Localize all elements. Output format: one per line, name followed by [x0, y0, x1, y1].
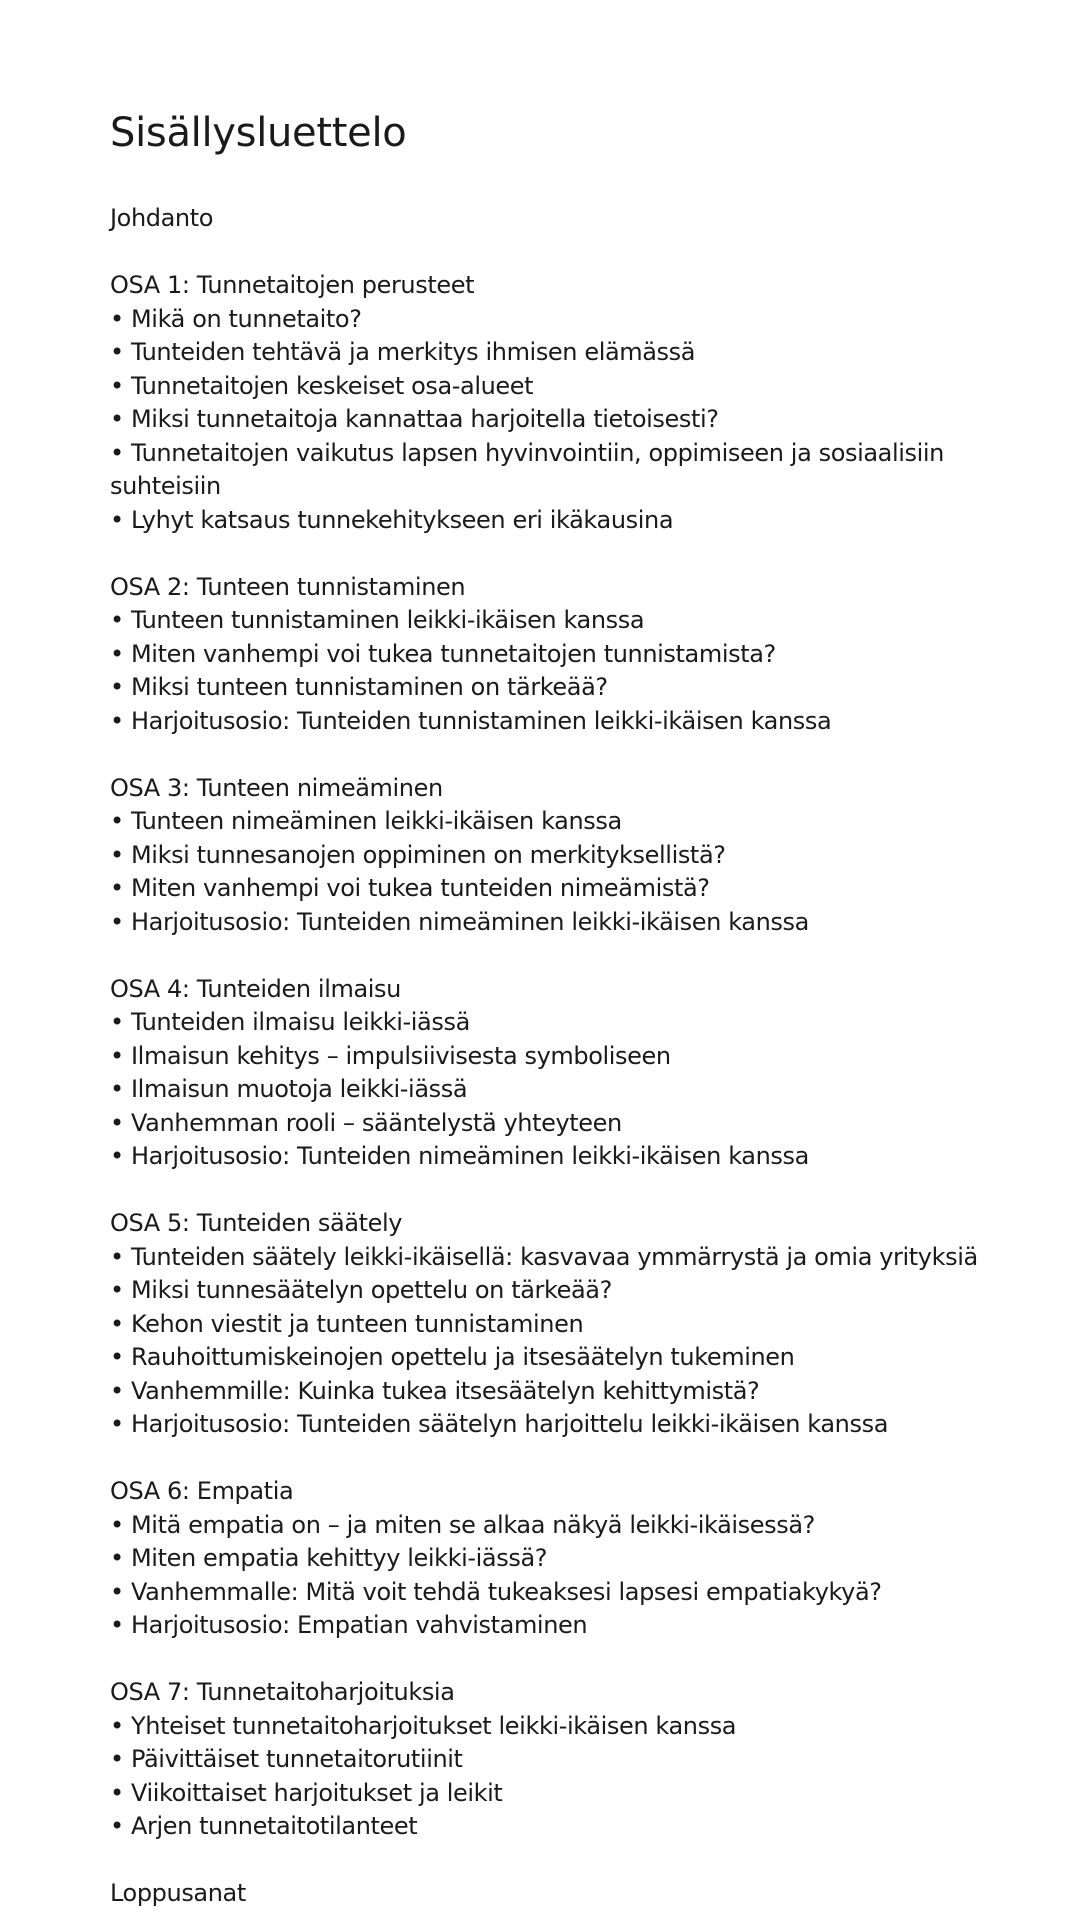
toc-list-item: • Miksi tunnesanojen oppiminen on merkityksellistä?: [110, 839, 990, 873]
section-heading: OSA 6: Empatia: [110, 1477, 294, 1505]
toc-list-item: • Miten vanhempi voi tukea tunnetaitojen tunnistamista?: [110, 638, 990, 672]
toc-section: [110, 1475, 990, 1643]
toc-section: [110, 571, 990, 739]
toc-list-item: • Vanhemmalle: Mitä voit tehdä tukeaksesi lapsesi empatiakykyä?: [110, 1576, 990, 1610]
toc-list-item: • Yhteiset tunnetaitoharjoitukset leikki-ikäisen kanssa: [110, 1710, 990, 1744]
toc-list-item: • Harjoitusosio: Tunteiden nimeäminen leikki-ikäisen kanssa: [110, 1140, 990, 1174]
toc-list-item: • Tunteiden ilmaisu leikki-iässä: [110, 1006, 990, 1040]
toc-outro: Loppusanat: [110, 1879, 246, 1907]
toc-list-item: • Tunteen tunnistaminen leikki-ikäisen kanssa: [110, 604, 990, 638]
section-heading: OSA 7: Tunnetaitoharjoituksia: [110, 1678, 455, 1706]
toc-list-item: • Mikä on tunnetaito?: [110, 303, 990, 337]
toc-list-item: • Ilmaisun kehitys – impulsiivisesta symboliseen: [110, 1040, 990, 1074]
toc-sections: [110, 269, 990, 1844]
section-heading: OSA 5: Tunteiden säätely: [110, 1209, 403, 1237]
toc-list-item: • Miten vanhempi voi tukea tunteiden nimeämistä?: [110, 872, 990, 906]
toc-list-item: • Päivittäiset tunnetaitorutiinit: [110, 1743, 990, 1777]
toc-list-item: • Harjoitusosio: Empatian vahvistaminen: [110, 1609, 990, 1643]
section-heading: OSA 1: Tunnetaitojen perusteet: [110, 271, 475, 299]
toc-section: [110, 772, 990, 940]
toc-list-item: • Ilmaisun muotoja leikki-iässä: [110, 1073, 990, 1107]
section-heading: OSA 3: Tunteen nimeäminen: [110, 773, 443, 802]
toc-section: [110, 269, 990, 537]
toc-section: [110, 1207, 990, 1442]
toc-list-item: • Miksi tunnetaitoja kannattaa harjoitella tietoisesti?: [110, 403, 990, 437]
table-of-contents: [110, 108, 990, 1911]
toc-section: [110, 1676, 990, 1844]
toc-list-item: • Rauhoittumiskeinojen opettelu ja itsesäätelyn tukeminen: [110, 1341, 990, 1375]
toc-list-item: • Mitä empatia on – ja miten se alkaa näkyä leikki-ikäisessä?: [110, 1509, 990, 1543]
toc-list-item: • Harjoitusosio: Tunteiden tunnistaminen leikki-ikäisen kanssa: [110, 705, 990, 739]
toc-list-item: • Harjoitusosio: Tunteiden säätelyn harjoittelu leikki-ikäisen kanssa: [110, 1408, 990, 1442]
toc-list-item: • Miten empatia kehittyy leikki-iässä?: [110, 1542, 990, 1576]
toc-list-item: • Tunnetaitojen vaikutus lapsen hyvinvointiin, oppimiseen ja sosiaalisiin suhteisiin: [110, 437, 990, 504]
toc-list-item: • Lyhyt katsaus tunnekehitykseen eri ikäkausina: [110, 504, 990, 538]
toc-list-item: • Vanhemman rooli – sääntelystä yhteyteen: [110, 1107, 990, 1141]
section-heading: OSA 4: Tunteiden ilmaisu: [110, 974, 401, 1003]
toc-intro: Johdanto: [110, 204, 214, 232]
page-title: Sisällysluettelo: [110, 110, 407, 156]
toc-list-item: • Vanhemmille: Kuinka tukea itsesäätelyn kehittymistä?: [110, 1375, 990, 1409]
toc-list-item: • Tunteiden tehtävä ja merkitys ihmisen elämässä: [110, 336, 990, 370]
toc-list-item: • Tunteen nimeäminen leikki-ikäisen kanssa: [110, 805, 990, 839]
section-heading: OSA 2: Tunteen tunnistaminen: [110, 572, 466, 601]
toc-list-item: • Kehon viestit ja tunteen tunnistaminen: [110, 1308, 990, 1342]
toc-list-item: • Tunteiden säätely leikki-ikäisellä: kasvavaa ymmärrystä ja omia yrityksiä: [110, 1241, 990, 1275]
toc-list-item: • Miksi tunteen tunnistaminen on tärkeää?: [110, 671, 990, 705]
toc-list-item: • Harjoitusosio: Tunteiden nimeäminen leikki-ikäisen kanssa: [110, 906, 990, 940]
toc-list-item: • Tunnetaitojen keskeiset osa-alueet: [110, 370, 990, 404]
toc-intro-block: [110, 202, 990, 236]
toc-list-item: • Miksi tunnesäätelyn opettelu on tärkeää?: [110, 1274, 990, 1308]
toc-list-item: • Arjen tunnetaitotilanteet: [110, 1810, 990, 1844]
toc-outro-block: [110, 1877, 990, 1911]
toc-section: [110, 973, 990, 1174]
toc-list-item: • Viikoittaiset harjoitukset ja leikit: [110, 1777, 990, 1811]
